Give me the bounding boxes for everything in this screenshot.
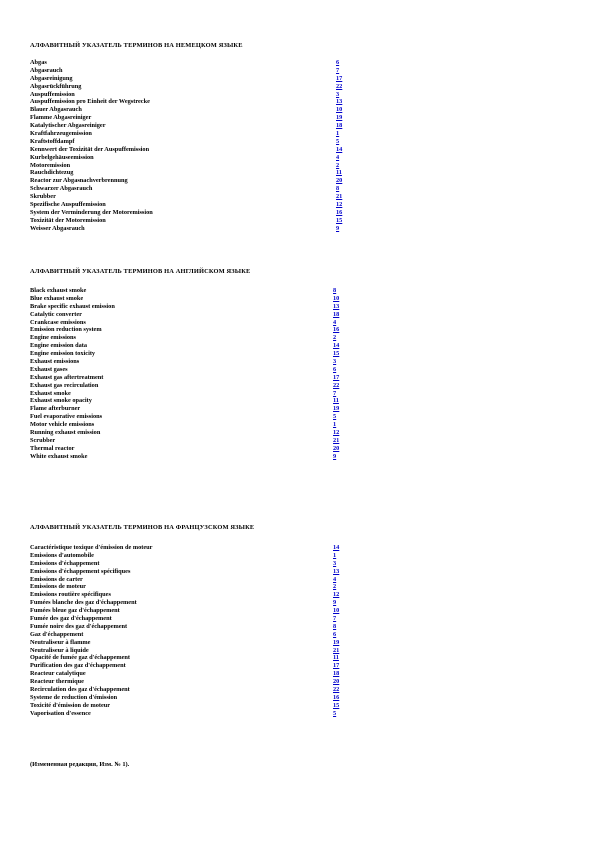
index-entry bbox=[30, 146, 350, 154]
index-page-link[interactable]: 11 bbox=[333, 654, 339, 662]
index-entry bbox=[30, 350, 350, 358]
index-page-link[interactable]: 8 bbox=[336, 185, 340, 193]
index-entry bbox=[30, 67, 350, 75]
index-entry bbox=[30, 193, 350, 201]
index-page-link[interactable]: 10 bbox=[336, 106, 343, 114]
index-page-link[interactable]: 15 bbox=[333, 701, 340, 709]
index-page-link[interactable]: 3 bbox=[333, 358, 337, 366]
index-page-link[interactable]: 16 bbox=[333, 326, 340, 334]
index-page-link[interactable]: 22 bbox=[333, 686, 340, 694]
index-page-link[interactable]: 12 bbox=[333, 591, 340, 599]
index-term: Skrubber bbox=[30, 193, 56, 201]
index-page-link[interactable]: 4 bbox=[333, 318, 337, 326]
index-page-link[interactable]: 21 bbox=[333, 436, 340, 444]
index-page-link[interactable]: 9 bbox=[333, 452, 337, 460]
index-page-link[interactable]: 22 bbox=[336, 82, 343, 90]
french-index-heading: АЛФАВИТНЫЙ УКАЗАТЕЛЬ ТЕРМИНОВ НА ФРАНЦУЗСКОМ ЯЗЫКЕ bbox=[30, 524, 255, 531]
index-entry bbox=[30, 615, 350, 623]
index-page-link[interactable]: 12 bbox=[336, 201, 343, 209]
index-entry bbox=[30, 670, 350, 678]
index-entry bbox=[30, 374, 350, 382]
index-page-link[interactable]: 4 bbox=[333, 575, 337, 583]
index-page-link[interactable]: 1 bbox=[333, 551, 337, 559]
index-page-link[interactable]: 11 bbox=[336, 169, 342, 177]
index-entry bbox=[30, 185, 350, 193]
index-page-link[interactable]: 10 bbox=[333, 294, 340, 302]
index-entry bbox=[30, 154, 350, 162]
index-entry bbox=[30, 421, 350, 429]
index-entry bbox=[30, 686, 350, 694]
index-term: Running exhaust emission bbox=[30, 429, 101, 437]
index-entry bbox=[30, 138, 350, 146]
index-term: Fumée noire des gaz d'échappement bbox=[30, 622, 128, 630]
index-term: Exhaust emissions bbox=[30, 358, 80, 366]
index-entry bbox=[30, 544, 350, 552]
english-index-list bbox=[30, 287, 350, 461]
english-index-heading: АЛФАВИТНЫЙ УКАЗАТЕЛЬ ТЕРМИНОВ НА АНГЛИЙСКОМ ЯЗЫКЕ bbox=[30, 268, 251, 275]
index-term: Weisser Abgasrauch bbox=[30, 224, 85, 232]
index-entry bbox=[30, 560, 350, 568]
index-term: Fuel evaporative emissions bbox=[30, 413, 103, 421]
index-page-link[interactable]: 19 bbox=[333, 638, 340, 646]
index-page-link[interactable]: 7 bbox=[333, 389, 337, 397]
index-term: Auspuffemission bbox=[30, 90, 75, 98]
index-entry bbox=[30, 209, 350, 217]
index-page-link[interactable]: 1 bbox=[333, 421, 337, 429]
index-term: Abgasrückführung bbox=[30, 82, 82, 90]
index-page-link[interactable]: 20 bbox=[336, 177, 343, 185]
index-page-link[interactable]: 18 bbox=[336, 122, 343, 130]
index-entry bbox=[30, 366, 350, 374]
index-term: Exhaust gases bbox=[30, 365, 68, 373]
index-entry bbox=[30, 445, 350, 453]
index-page-link[interactable]: 17 bbox=[333, 373, 340, 381]
index-page-link[interactable]: 11 bbox=[333, 397, 339, 405]
index-entry bbox=[30, 607, 350, 615]
index-page-link[interactable]: 6 bbox=[333, 365, 337, 373]
index-entry bbox=[30, 702, 350, 710]
index-entry bbox=[30, 397, 350, 405]
index-entry bbox=[30, 130, 350, 138]
index-entry bbox=[30, 319, 350, 327]
index-entry bbox=[30, 122, 350, 130]
index-entry bbox=[30, 568, 350, 576]
index-entry bbox=[30, 358, 350, 366]
index-entry bbox=[30, 114, 350, 122]
index-page-link[interactable]: 15 bbox=[336, 216, 343, 224]
index-entry bbox=[30, 390, 350, 398]
index-page-link[interactable]: 6 bbox=[336, 59, 340, 66]
index-page-link[interactable]: 19 bbox=[333, 405, 340, 413]
index-term: Exhaust smoke opacity bbox=[30, 397, 92, 405]
index-page-link[interactable]: 2 bbox=[333, 583, 337, 591]
index-term: Kraftfahrzeugemission bbox=[30, 130, 92, 138]
index-entry bbox=[30, 295, 350, 303]
index-page-link[interactable]: 16 bbox=[336, 208, 343, 216]
index-page-link[interactable]: 19 bbox=[336, 114, 343, 122]
index-term: Emissions de moteur bbox=[30, 583, 86, 591]
index-term: Blauer Abgasrauch bbox=[30, 106, 82, 114]
index-term: Motor vehicle emissions bbox=[30, 421, 95, 429]
german-index-heading: АЛФАВИТНЫЙ УКАЗАТЕЛЬ ТЕРМИНОВ НА НЕМЕЦКОМ ЯЗЫКЕ bbox=[30, 42, 243, 49]
index-entry bbox=[30, 623, 350, 631]
index-entry bbox=[30, 599, 350, 607]
index-page-link[interactable]: 12 bbox=[333, 429, 340, 437]
index-entry bbox=[30, 225, 350, 233]
index-page-link[interactable]: 9 bbox=[333, 599, 337, 607]
index-term: Systeme de reduction d'émission bbox=[30, 693, 118, 701]
index-page-link[interactable]: 16 bbox=[333, 693, 340, 701]
index-term: Auspuffemission pro Einheit der Wegstrecke bbox=[30, 98, 150, 106]
index-page-link[interactable]: 13 bbox=[333, 302, 340, 310]
index-term: Emissions de carter bbox=[30, 575, 83, 583]
index-term: Fumée des gaz d'échappement bbox=[30, 615, 112, 623]
index-term: Neutraliseur à flamme bbox=[30, 638, 91, 646]
index-page-link[interactable]: 1 bbox=[336, 130, 340, 138]
index-entry bbox=[30, 75, 350, 83]
index-term: Reacteur thermique bbox=[30, 678, 84, 686]
index-entry bbox=[30, 342, 350, 350]
index-entry bbox=[30, 639, 350, 647]
index-entry bbox=[30, 303, 350, 311]
index-term: Emission reduction system bbox=[30, 326, 102, 334]
index-term: Motoremission bbox=[30, 161, 71, 169]
index-entry bbox=[30, 429, 350, 437]
index-term: Engine emissions bbox=[30, 334, 77, 342]
index-page-link[interactable]: 5 bbox=[333, 709, 337, 717]
index-entry bbox=[30, 201, 350, 209]
index-entry bbox=[30, 311, 350, 319]
index-term: Vaporisation d'essence bbox=[30, 709, 91, 717]
index-page-link[interactable]: 3 bbox=[336, 90, 340, 98]
index-page-link[interactable]: 20 bbox=[333, 444, 340, 452]
index-term: Thermal reactor bbox=[30, 444, 75, 452]
index-term: Flame afterburner bbox=[30, 405, 81, 413]
index-term: Brake specific exhaust emission bbox=[30, 302, 115, 310]
index-entry bbox=[30, 678, 350, 686]
index-page-link[interactable]: 18 bbox=[333, 310, 340, 318]
index-page-link[interactable]: 14 bbox=[336, 145, 343, 153]
index-term: Neutraliseur à liquide bbox=[30, 646, 89, 654]
index-term: Kurbelgehäuseemission bbox=[30, 153, 94, 161]
index-term: Toxizität der Motoremission bbox=[30, 216, 106, 224]
index-entry bbox=[30, 413, 350, 421]
french-index-list bbox=[30, 544, 350, 718]
index-page-link[interactable]: 5 bbox=[333, 413, 337, 421]
index-term: Kraftstoffdampf bbox=[30, 137, 75, 145]
index-entry bbox=[30, 453, 350, 461]
amendment-note: (Измененная редакция, Изм. № 1). bbox=[30, 761, 130, 768]
index-page-link[interactable]: 15 bbox=[333, 350, 340, 358]
index-term: Recirculation des gaz d'échappement bbox=[30, 686, 130, 694]
index-page-link[interactable]: 13 bbox=[333, 567, 340, 575]
index-page-link[interactable]: 14 bbox=[333, 544, 340, 551]
index-term: Exhaust gas aftertreatment bbox=[30, 373, 104, 381]
index-term: Fumées blanche des gaz d'échappement bbox=[30, 599, 137, 607]
index-entry bbox=[30, 91, 350, 99]
index-term: Abgasreinigung bbox=[30, 74, 73, 82]
index-entry bbox=[30, 83, 350, 91]
index-term: Purification des gaz d'échappement bbox=[30, 662, 126, 670]
index-page-link[interactable]: 2 bbox=[336, 161, 340, 169]
index-term: Abgasrauch bbox=[30, 66, 63, 74]
index-entry bbox=[30, 654, 350, 662]
index-page-link[interactable]: 8 bbox=[333, 622, 337, 630]
index-term: Kennwert der Toxizität der Auspuffemission bbox=[30, 145, 150, 153]
index-term: Scrubber bbox=[30, 436, 56, 444]
index-page-link[interactable]: 14 bbox=[333, 342, 340, 350]
index-term: Reactor zur Abgasnachverbrennung bbox=[30, 177, 128, 185]
index-entry bbox=[30, 694, 350, 702]
index-page-link[interactable]: 21 bbox=[336, 193, 343, 201]
index-term: Exhaust smoke bbox=[30, 389, 71, 397]
index-page-link[interactable]: 10 bbox=[333, 607, 340, 615]
index-term: Engine emission toxicity bbox=[30, 350, 96, 358]
index-page-link[interactable]: 3 bbox=[333, 559, 337, 567]
index-entry bbox=[30, 647, 350, 655]
index-entry bbox=[30, 710, 350, 718]
index-page-link[interactable]: 7 bbox=[336, 66, 340, 74]
index-term: Gaz d'échappement bbox=[30, 630, 84, 638]
index-term: Exhaust gas recirculation bbox=[30, 381, 99, 389]
index-entry bbox=[30, 177, 350, 185]
index-entry bbox=[30, 552, 350, 560]
index-page-link[interactable]: 8 bbox=[333, 287, 337, 294]
index-page-link[interactable]: 22 bbox=[333, 381, 340, 389]
index-term: Flamme Abgasreiniger bbox=[30, 114, 92, 122]
index-term: Katalytischer Abgasreiniger bbox=[30, 122, 106, 130]
index-entry bbox=[30, 382, 350, 390]
index-entry bbox=[30, 59, 350, 67]
index-entry bbox=[30, 662, 350, 670]
index-entry bbox=[30, 287, 350, 295]
index-entry bbox=[30, 106, 350, 114]
index-entry bbox=[30, 631, 350, 639]
index-entry bbox=[30, 217, 350, 225]
index-page-link[interactable]: 4 bbox=[336, 153, 340, 161]
index-entry bbox=[30, 326, 350, 334]
index-term: Rauchdichtezug bbox=[30, 169, 74, 177]
index-term: Caractéristique toxique d'émission de moteur bbox=[30, 544, 153, 551]
index-term: Opacité de fumée gaz d'échappement bbox=[30, 654, 131, 662]
index-term: Toxicité d'émission de moteur bbox=[30, 701, 111, 709]
index-entry bbox=[30, 334, 350, 342]
index-term: System der Verminderung der Motoremission bbox=[30, 208, 153, 216]
index-entry bbox=[30, 169, 350, 177]
index-entry bbox=[30, 437, 350, 445]
index-page-link[interactable]: 7 bbox=[333, 615, 337, 623]
index-page-link[interactable]: 18 bbox=[333, 670, 340, 678]
index-term: Reacteur catalytique bbox=[30, 670, 86, 678]
index-term: Emissions d'échappement bbox=[30, 559, 100, 567]
index-page-link[interactable]: 2 bbox=[333, 334, 337, 342]
index-page-link[interactable]: 17 bbox=[336, 74, 343, 82]
index-term: Emissions d'automobile bbox=[30, 551, 94, 559]
index-page-link[interactable]: 21 bbox=[333, 646, 340, 654]
index-term: Fumées bleue gaz d'échappement bbox=[30, 607, 120, 615]
index-page-link[interactable]: 5 bbox=[336, 137, 340, 145]
index-term: Spezifische Auspuffemission bbox=[30, 201, 106, 209]
index-term: Emissions routière spécifiques bbox=[30, 591, 111, 599]
index-term: Catalytic converter bbox=[30, 310, 82, 318]
index-term: Schwarzer Abgasrauch bbox=[30, 185, 93, 193]
index-page-link[interactable]: 13 bbox=[336, 98, 343, 106]
index-page-link[interactable]: 17 bbox=[333, 662, 340, 670]
index-entry bbox=[30, 576, 350, 584]
index-term: White exhaust smoke bbox=[30, 452, 88, 460]
index-page-link[interactable]: 9 bbox=[336, 224, 340, 232]
index-page-link[interactable]: 6 bbox=[333, 630, 337, 638]
index-term: Abgas bbox=[30, 59, 47, 66]
index-entry bbox=[30, 162, 350, 170]
index-page-link[interactable]: 20 bbox=[333, 678, 340, 686]
index-term: Emissions d'échappement spécifiques bbox=[30, 567, 131, 575]
index-term: Crankcase emissions bbox=[30, 318, 86, 326]
index-entry bbox=[30, 591, 350, 599]
german-index-list bbox=[30, 59, 350, 233]
index-term: Engine emission data bbox=[30, 342, 88, 350]
index-term: Black exhaust smoke bbox=[30, 287, 87, 294]
index-term: Blue exhaust smoke bbox=[30, 294, 84, 302]
index-entry bbox=[30, 583, 350, 591]
index-entry bbox=[30, 98, 350, 106]
index-entry bbox=[30, 405, 350, 413]
